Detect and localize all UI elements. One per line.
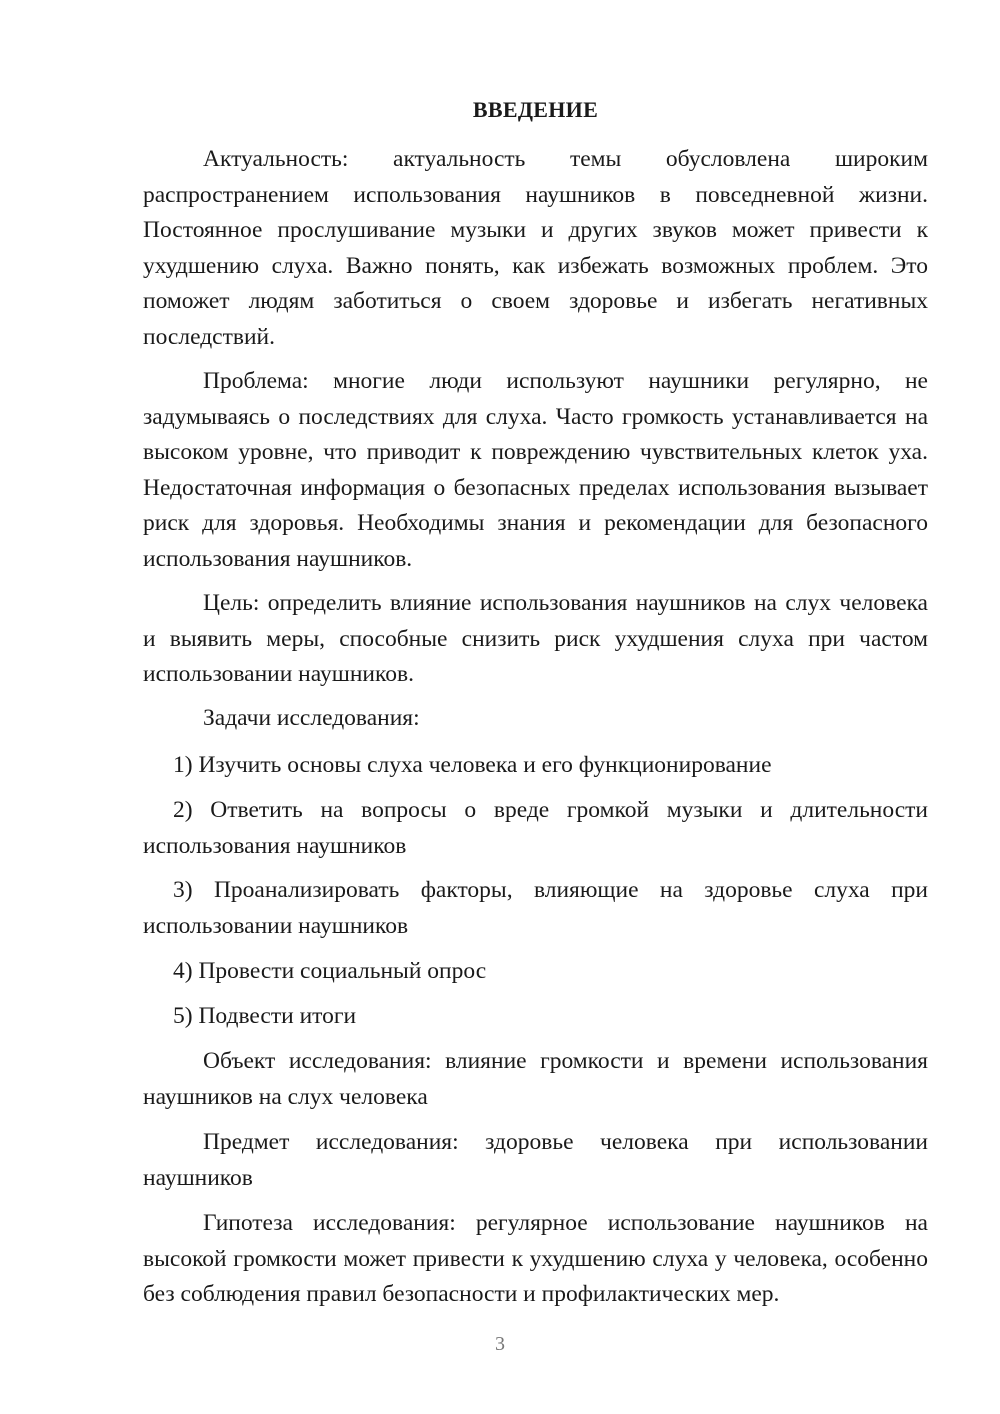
task-item: 4) Провести социальный опрос — [173, 958, 487, 984]
hypothesis-paragraph: Гипотеза исследования: регулярное использование наушников на высокой громкости может привести к ухудшению слуха у человека, особенно без соблюдения правил безопасности и профилактических мер. — [143, 1210, 928, 1307]
goal-paragraph: Цель: определить влияние использования наушников на слух человека и выявить меры, способные снизить риск ухудшения слуха при частом использовании наушников. — [143, 590, 928, 687]
task-item: 1) Изучить основы слуха человека и его функционирование — [173, 752, 772, 778]
task-item: 3) Проанализировать факторы, влияющие на здоровье слуха при использовании наушников — [143, 877, 928, 939]
relevance-paragraph: Актуальность: актуальность темы обусловлена широким распространением использования наушников в повседневной жизни. Постоянное прослушивание музыки и других звуков может привести к ухудшению слуха. Важно понять, как избежать возможных проблем. Это поможет людям заботиться о своем здоровье и избегать негативных последствий. — [143, 146, 928, 350]
object-paragraph: Объект исследования: влияние громкости и времени использования наушников на слух человека — [143, 1048, 928, 1110]
section-heading: ВВЕДЕНИЕ — [472, 97, 599, 122]
task-item: 2) Ответить на вопросы о вреде громкой музыки и длительности использования наушников — [143, 797, 928, 859]
tasks-heading: Задачи исследования: — [203, 705, 420, 731]
problem-paragraph: Проблема: многие люди используют наушники регулярно, не задумываясь о последствиях для слуха. Часто громкость устанавливается на высоком уровне, что приводит к повреждению чувствительных клеток уха. Недостаточная информация о безопасных пределах использования вызывает риск для здоровья. Необходимы знания и рекомендации для безопасного использования наушников. — [143, 368, 928, 572]
task-item: 5) Подвести итоги — [173, 1003, 357, 1029]
page-number: 3 — [495, 1333, 505, 1355]
subject-paragraph: Предмет исследования: здоровье человека при использовании наушников — [143, 1129, 928, 1191]
